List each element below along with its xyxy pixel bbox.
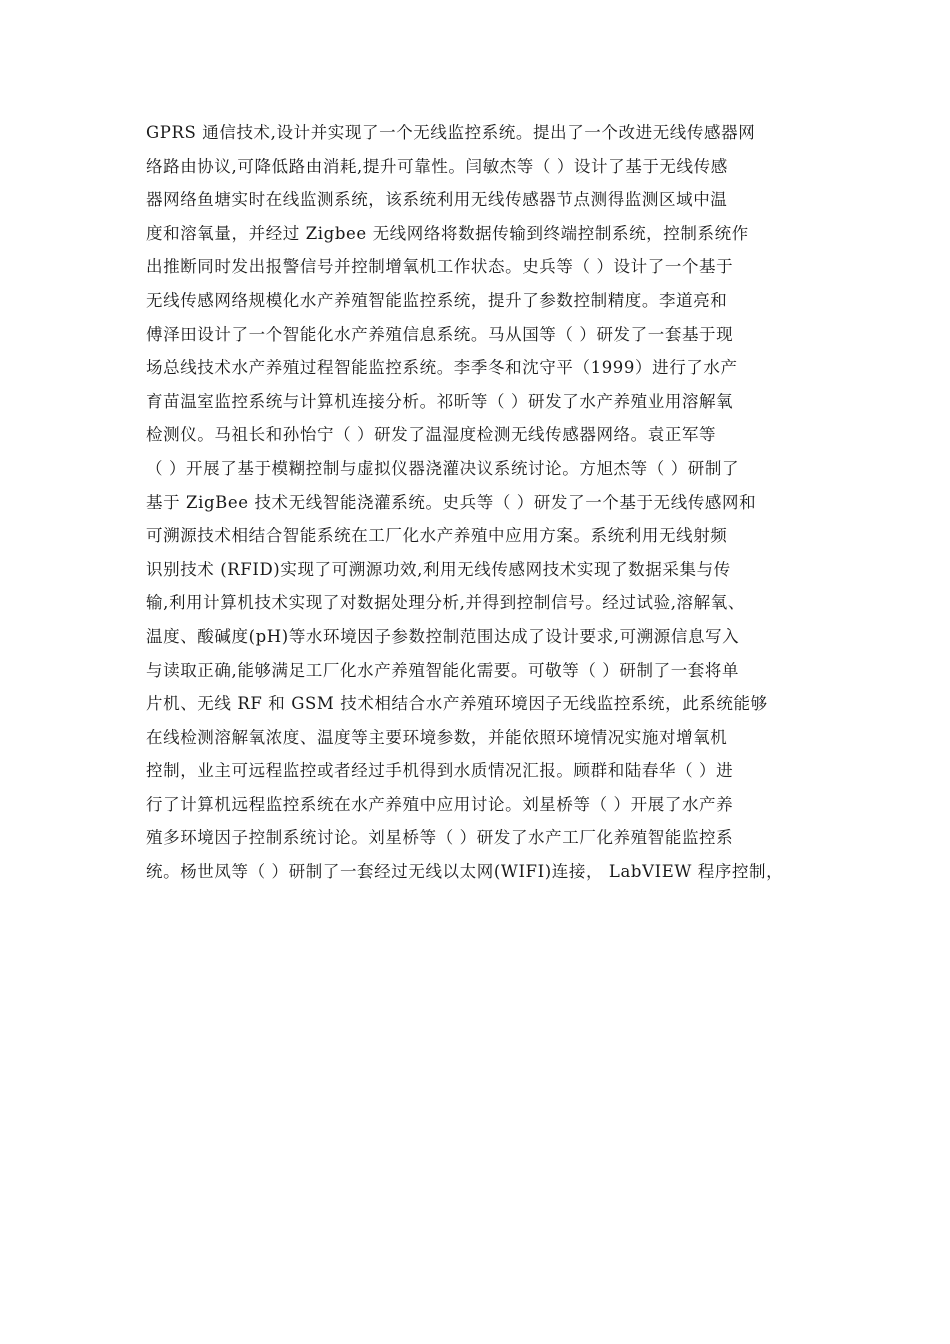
text-line: GPRS 通信技术,设计并实现了一个无线监控系统。提出了一个改进无线传感器网 [146, 123, 756, 142]
text-line: 温度、酸碱度(pH)等水环境因子参数控制范围达成了设计要求,可溯源信息写入 [146, 626, 740, 646]
text-line: 出推断同时发出报警信号并控制增氧机工作状态。史兵等（ ）设计了一个基于 [146, 257, 734, 277]
text-line: 检测仪。马祖长和孙怡宁（ ）研发了温湿度检测无线传感器网络。袁正军等 [146, 425, 717, 445]
text-line: 与读取正确,能够满足工厂化水产养殖智能化需要。可敬等（ ）研制了一套将单 [146, 660, 740, 680]
text-line: 控制，业主可远程监控或者经过手机得到水质情况汇报。顾群和陆春华（ ）进 [146, 761, 734, 781]
text-line: 络路由协议,可降低路由消耗,提升可靠性。闫敏杰等（ ）设计了基于无线传感 [146, 156, 728, 176]
text-line: 在线检测溶解氧浓度、温度等主要环境参数，并能依照环境情况实施对增氧机 [146, 727, 728, 747]
text-line: 无线传感网络规模化水产养殖智能监控系统，提升了参数控制精度。李道亮和 [146, 290, 728, 310]
text-line: 输,利用计算机技术实现了对数据处理分析,并得到控制信号。经过试验,溶解氧、 [146, 593, 745, 613]
text-line: 场总线技术水产养殖过程智能监控系统。李季冬和沈守平（1999）进行了水产 [146, 358, 738, 378]
text-line: 片机、无线 RF 和 GSM 技术相结合水产养殖环境因子无线监控系统，此系统能够 [146, 694, 768, 714]
text-line: 器网络鱼塘实时在线监测系统，该系统利用无线传感器节点测得监测区域中温 [146, 190, 728, 210]
text-line: （ ）开展了基于模糊控制与虚拟仪器浇灌决议系统讨论。方旭杰等（ ）研制了 [146, 458, 740, 478]
text-line: 统。杨世凤等（ ）研制了一套经过无线以太网(WIFI)连接， LabVIEW 程序控制， [146, 862, 784, 882]
body-text [146, 116, 826, 889]
text-line: 育苗温室监控系统与计算机连接分析。祁昕等（ ）研发了水产养殖业用溶解氧 [146, 391, 734, 411]
text-line: 行了计算机远程监控系统在水产养殖中应用讨论。刘星桥等（ ）开展了水产养 [146, 794, 734, 814]
text-line: 傅泽田设计了一个智能化水产养殖信息系统。马从国等（ ）研发了一套基于现 [146, 324, 734, 344]
text-line: 基于 ZigBee 技术无线智能浇灌系统。史兵等（ ）研发了一个基于无线传感网和 [146, 492, 757, 512]
text-line: 度和溶氧量，并经过 Zigbee 无线网络将数据传输到终端控制系统，控制系统作 [146, 223, 749, 243]
text-line: 识别技术 (RFID)实现了可溯源功效,利用无线传感网技术实现了数据采集与传 [146, 559, 731, 579]
text-line: 殖多环境因子控制系统讨论。刘星桥等（ ）研发了水产工厂化养殖智能监控系 [146, 828, 734, 848]
text-line: 可溯源技术相结合智能系统在工厂化水产养殖中应用方案。系统利用无线射频 [146, 526, 728, 546]
